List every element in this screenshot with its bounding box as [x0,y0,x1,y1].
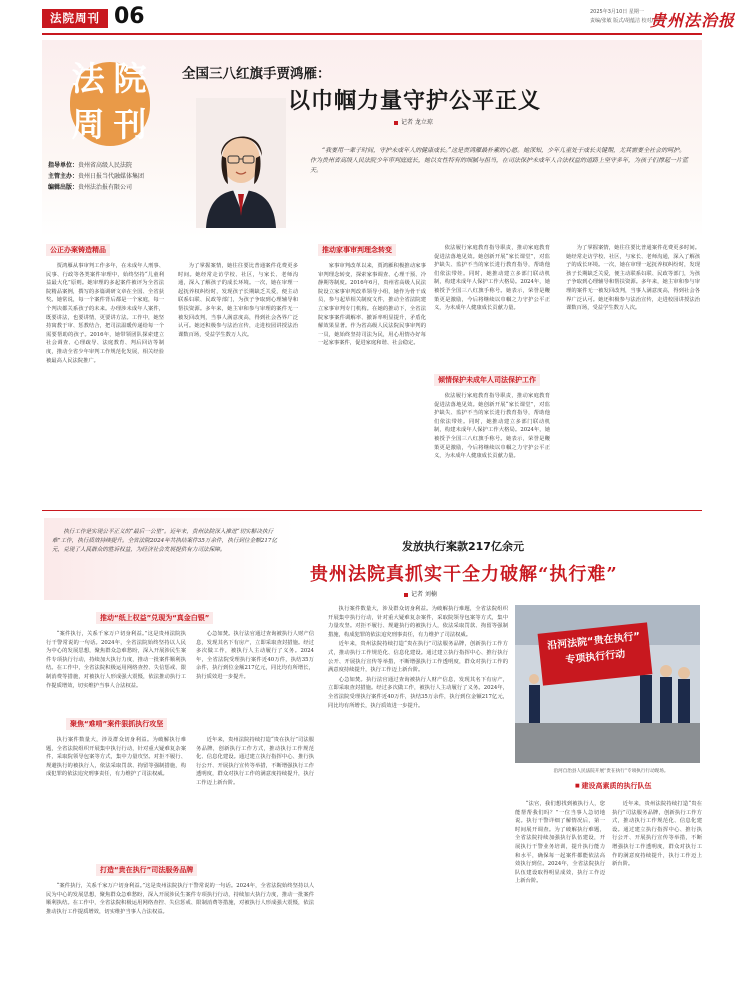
photo-banner-line: 沿河法院“贵在执行” [546,631,641,652]
article-column: 依法履行家庭教育指导职责，推动家庭教育促进法落地见效。她创新开展“家长课堂”，对监护缺失、监护不当的家长进行教育指导，帮助他们依法带娃。同时，她推动建立多部门联动机制，构建未成年人保护工作大格局。2024年，她被授予全国三八红旗手称号。她表示，荣誉是鞭策更是激励，今后将继续以巾帼之力守护公平正义，为未成年人健康成长贡献力量。 [434,393,550,460]
photo-caption: 沿河自治县人民法院开展“贵在执行”专项执行行动现场。 [553,769,669,774]
stamp-char: 刊 [113,105,147,144]
page-header [0,0,735,40]
sponsor-line: 指导单位：贵州省高级人民法院 [48,162,133,169]
stamp-char: 周 [71,105,105,144]
section-heading: 打造“贵在执行”司法服务品牌 [96,864,197,876]
article-column: “法官，我们想找到被执行人，您能帮帮我们吗？”一位当事人急切地说。执行干警详细了解情况后，第一时间展开调查。为了破解执行难题，全省法院持续加强执行队伍建设，开展执行干警业务培训，提升执行能力和水平，确保每一起案件都能依法高效执行到位。2024年，全省法院执行队伍建设取得明显成效，执行工作迈上新台阶。 [515,801,605,885]
section-heading: 公正办案铸造精品 [46,244,110,256]
article-column: 为了掌握案情，她往往要比普通案件花费更多时间。她经常走访学校、社区，与家长、老师沟通，深入了解孩子的成长环境。一次，她在审理一起抚养权纠纷时，发现孩子长期缺乏关爱，便主动联系妇联、民政等部门，为孩子争取到心理辅导和帮扶资源。多年来，她主审和参与审理的案件无一被发回改判，当事人满意度高，得到社会各界广泛认可。她还积极参与法治宣传，走进校园讲授法治课数百场，受益学生数万人次。 [566,245,700,312]
newspaper-logo: 贵州法治报 [650,11,735,30]
section-heading: ■ 建设高素质的执行队伍 [575,781,651,791]
section-heading: 聚焦“难啃”案件狠抓执行攻坚 [66,718,167,730]
article-column: “案件执行，关系千家万户切身利益。”这是贵州法院执行干警常说的一句话。2024年，全省法院始终坚持以人民为中心的发展思想，聚焦群众急难愁盼，深入开展涉民生案件专项执行行动，持续加大执行力度，推动一批案件顺利执结。在工作中，全省法院积极运用网络查控、失信惩戒、限制消费等措施，对被执行人形成强大震慑，依法推动执行工作提质增效，切实维护当事人合法权益。 [46,883,314,915]
story-kicker: 全国三八红旗手贾鸿雁： [182,66,331,82]
sponsor-line: 编辑出版：贵州法治报有限公司 [48,184,133,191]
stamp-char: 院 [113,59,147,98]
header-divider [42,33,702,35]
story-kicker: 发放执行案款217亿余元 [402,540,524,553]
article-column: 执行案件数量大，涉及群众切身利益。为破解执行难题，全省法院组织开展集中执行行动，针对重大疑难复杂案件，采取院领导包案等方式，集中力量攻坚。对拒不履行、规避执行的被执行人，依法采取罚款、拘留等强制措施，构成犯罪的依法追究刑事责任，有力维护了司法权威。 近年来，贵州法院持续打造“贵在执行”司法服务品牌，创新执行工作方式，推动执行工作规范化、信息化建设。通过建立执行指挥中心、推行执行公开、开展执行宣传等举措，不断增强执行工作透明度，群众对执行工作的满意度持续提升，执行工作迈上新台阶。 心急如焚。执行法官通过查询被执行人财产信息，发现其名下有房产，立即采取查封措施。经过多次做工作，被执行人主动履行了义务。2024年，全省法院受理执行案件近40万件，执结35万余件，执行到位金额217亿元，同比均有所增长，执行质效进一步提升。 [328,606,508,709]
column-stamp [64,56,154,152]
section-heading: 推动家事审判理念转变 [318,244,396,256]
section-heading: 推动“纸上权益”兑现为“真金白银” [96,612,213,624]
article-column: 心急如焚。执行法官通过查询被执行人财产信息，发现其名下有房产，立即采取查封措施。经过多次做工作，被执行人主动履行了义务。2024年，全省法院受理执行案件近40万件，执结35万余件，执行到位金额217亿元，同比均有所增长，执行质效进一步提升。 [196,631,314,680]
story-divider [42,510,702,511]
feature-banner [42,40,702,238]
article-column: 执行案件数量大，涉及群众切身利益。为破解执行难题，全省法院组织开展集中执行行动，针对重大疑难复杂案件，采取院领导包案等方式，集中力量攻坚。对拒不履行、规避执行的被执行人，依法采取罚款、拘留等强制措施，构成犯罪的依法追究刑事责任，有力维护了司法权威。 [46,737,186,778]
reporter-byline: 记者 龙立琼 [394,117,433,126]
photo-banner-line: 专项执行行动 [564,648,626,667]
article-column: 近年来，贵州法院持续打造“贵在执行”司法服务品牌，创新执行工作方式，推动执行工作规范化、信息化建设。通过建立执行指挥中心、推行执行公开、开展执行宣传等举措，不断增强执行工作透明度，群众对执行工作的满意度持续提升，执行工作迈上新台阶。 [196,737,314,786]
portrait-photo [196,98,286,228]
article-column: 家事审判改革以来，贾鸿雁积极推动家事审判理念转变，探索家事调查、心理干预、冷静期等制度。2016年6月，贵州省高级人民法院设立家事审判改革领导小组，她作为骨干成员，参与起草相关制度文件，推动全省法院建立家事审判专门机构。在她的推动下，全省法院家事案件调解率、撤诉率明显提升，矛盾化解效果显著。作为省高级人民法院民事审判的一员，她始终坚持司法为民，用心用情办好每一起家事案件，促进家庭和谐、社会稳定。 [318,263,426,347]
article-column: 依法履行家庭教育指导职责，推动家庭教育促进法落地见效。她创新开展“家长课堂”，对监护缺失、监护不当的家长进行教育指导，帮助他们依法带娃。同时，她推动建立多部门联动机制，构建未成年人保护工作大格局。2024年，她被授予全国三八红旗手称号。她表示，荣誉是鞭策更是激励，今后将继续以巾帼之力守护公平正义，为未成年人健康成长贡献力量。 [434,245,550,312]
section-heading: 倾情保护未成年人司法保护工作 [434,374,540,386]
issue-date: 2025年3月10日 星期一 [590,9,644,15]
article-column: 为了掌握案情，她往往要比普通案件花费更多时间。她经常走访学校、社区，与家长、老师沟通，深入了解孩子的成长环境。一次，她在审理一起抚养权纠纷时，发现孩子长期缺乏关爱，便主动联系妇联、民政等部门，为孩子争取到心理辅导和帮扶资源。多年来，她主审和参与审理的案件无一被发回改判，当事人满意度高，得到社会各界广泛认可。她还积极参与法治宣传，走进校园讲授法治课数百场，受益学生数万人次。 [178,263,298,338]
story-headline: 贵州法院真抓实干全力破解“执行难” [310,564,618,585]
reporter-byline: 记者 刘楠 [404,589,437,598]
article-column: 近年来，贵州法院持续打造“贵在执行”司法服务品牌，创新执行工作方式，推动执行工作规范化、信息化建设。通过建立执行指挥中心、推行执行公开、开展执行宣传等举措，不断增强执行工作透明度，群众对执行工作的满意度持续提升，执行工作迈上新台阶。 [612,801,702,868]
story-summary: 执行工作是实现公平正义的“最后一公里”。近年来，贵州法院深入推进“切实解决执行难”工作，执行质效持续提升。全省法院2024年共执结案件35万余件，执行到位金额217亿元，兑现了人民群众的胜诉权益，为经济社会发展提供有力司法保障。 [52,529,278,554]
stamp-char: 法 [71,59,105,98]
story-headline: 以巾帼力量守护公平正义 [288,89,542,114]
section-label: 法院周刊 [42,9,108,28]
article-column: 贾鸿雁从事审判工作多年，在未成年人刑事、民事、行政等各类案件审理中，始终坚持“儿童利益最大化”原则。她审理的多起案件被评为全省法院精品案例，撰写的多篇调研文章在全国、全省获奖。她常说，每一个案件背后都是一个家庭，每一个判决都关系孩子的未来。办理涉未成年人案件，既要讲法，也要讲情，更要讲方法。工作中，她坚持寓教于审、惩教结合，把司法温暖传递给每一个需要帮助的孩子。2016年，她带领团队探索建立社会调查、心理疏导、法庭教育、判后回访等制度，推动全省少年审判工作规范化发展，相关经验被最高人民法院推广。 [46,263,164,364]
article-column: “案件执行，关系千家万户切身利益。”这是贵州法院执行干警常说的一句话。2024年，全省法院始终坚持以人民为中心的发展思想，聚焦群众急难愁盼，深入开展涉民生案件专项执行行动，持续加大执行力度，推动一批案件顺利执结。在工作中，全省法院积极运用网络查控、失信惩戒、限制消费等措施，对被执行人形成强大震慑，依法推动执行工作提质增效，切实维护当事人合法权益。 [46,631,186,689]
sponsor-line: 主管主办：贵州日报当代融媒体集团 [48,173,145,180]
issue-editors: 责编/张敏 版式/胡蕴洁 校对/龙英 [590,18,664,24]
page-number: 06 [114,4,145,29]
story-lead: “我要用一辈子时间，守护未成年人的健康成长。”这是贾鸿雁最朴素的心愿。她深知，少年儿童处于成长关键期，尤其需要全社会的呵护。作为贵州省高级人民法院少年审判庭庭长，她以女性特有的细腻与担当，在司法保护未成年人合法权益的道路上坚守多年，为孩子们撑起一片蓝天。 [310,147,689,174]
